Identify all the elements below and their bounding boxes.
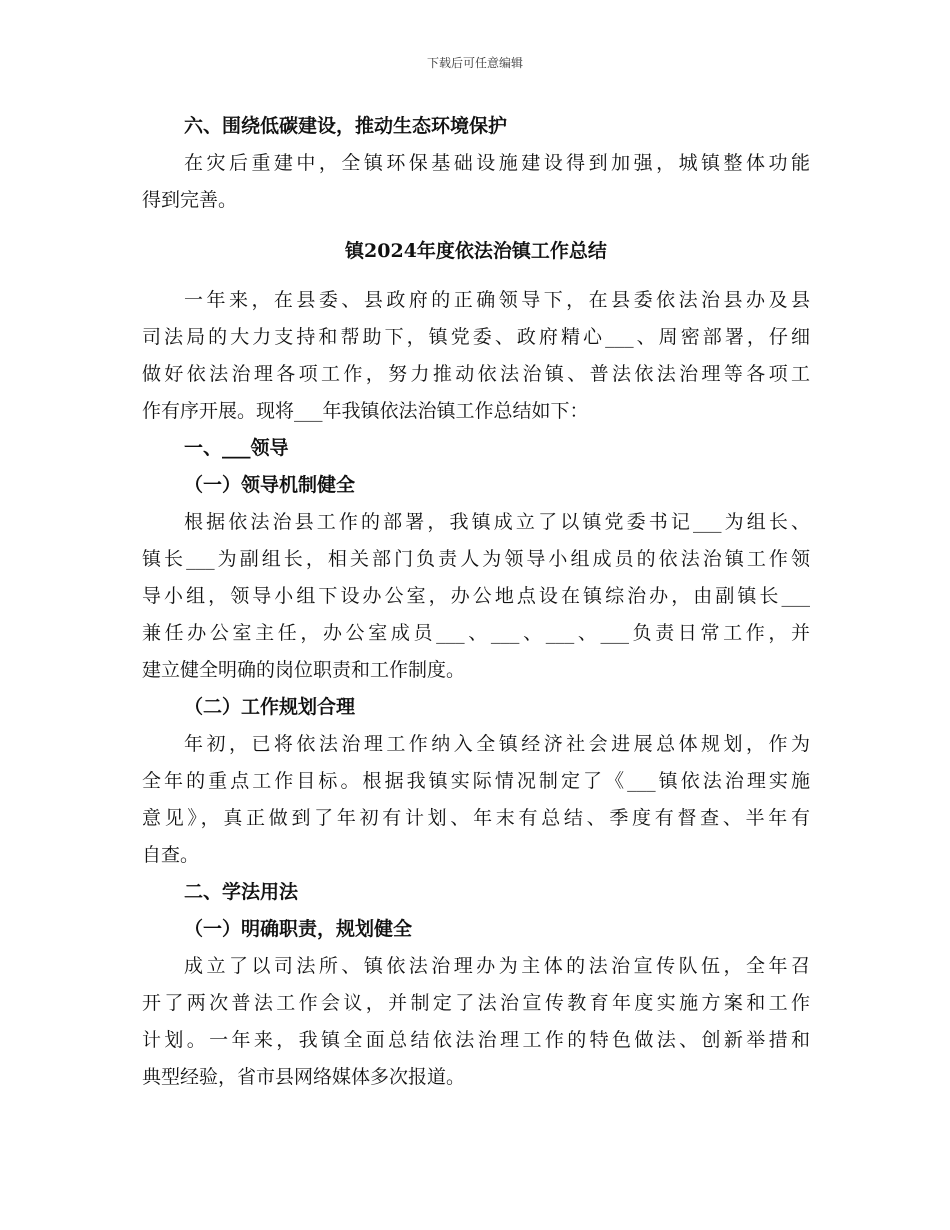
- paragraph-line: 做好依法治理各项工作，努力推动依法治镇、普法依法治理等各项工: [142, 363, 810, 385]
- paragraph-line: 自查。: [142, 844, 200, 866]
- subsection-heading: （一）领导机制健全: [184, 474, 356, 496]
- paragraph-line: 导小组，领导小组下设办公室，办公地点设在镇综治办，由副镇长___: [142, 585, 810, 607]
- paragraph-line: 成立了以司法所、镇依法治理办为主体的法治宣传队伍，全年召: [184, 955, 810, 977]
- paragraph-line: 根据依法治县工作的部署，我镇成立了以镇党委书记___为组长、: [184, 511, 810, 533]
- paragraph-line: 作有序开展。现将___年我镇依法治镇工作总结如下：: [142, 400, 589, 422]
- section-heading: 二、学法用法: [184, 881, 299, 903]
- paragraph-line: 镇长___为副组长，相关部门负责人为领导小组成员的依法治镇工作领: [142, 548, 810, 570]
- document-body: [142, 108, 810, 1096]
- paragraph-line: 开了两次普法工作会议，并制定了法治宣传教育年度实施方案和工作: [142, 992, 810, 1014]
- paragraph-line: 年初，已将依法治理工作纳入全镇经济社会进展总体规划，作为: [184, 733, 810, 755]
- paragraph-line: 计划。一年来，我镇全面总结依法治理工作的特色做法、创新举措和: [142, 1029, 810, 1051]
- subsection-heading: （二）工作规划合理: [184, 696, 356, 718]
- section-heading: 六、围绕低碳建设，推动生态环境保护: [184, 115, 508, 137]
- paragraph-line: 兼任办公室主任，办公室成员___、___、___、___负责日常工作，并: [142, 622, 810, 644]
- paragraph-line: 一年来，在县委、县政府的正确领导下，在县委依法治县办及县: [184, 289, 810, 311]
- paragraph-line: 全年的重点工作目标。根据我镇实际情况制定了《___镇依法治理实施: [142, 770, 810, 792]
- paragraph-line: 意见》，真正做到了年初有计划、年末有总结、季度有督查、半年有: [142, 807, 810, 829]
- document-title: 镇2024年度依法治镇工作总结: [345, 240, 607, 262]
- subsection-heading: （一）明确职责，规划健全: [184, 918, 413, 940]
- section-heading: 一、___领导: [184, 437, 289, 459]
- paragraph-line: 得到完善。: [142, 189, 238, 211]
- paragraph-line: 典型经验，省市县网络媒体多次报道。: [142, 1066, 466, 1088]
- page-header: 下载后可任意编辑: [426, 56, 523, 70]
- paragraph-line: 司法局的大力支持和帮助下，镇党委、政府精心___、周密部署，仔细: [142, 326, 810, 348]
- paragraph-line: 在灾后重建中，全镇环保基础设施建设得到加强，城镇整体功能: [184, 152, 810, 174]
- paragraph-line: 建立健全明确的岗位职责和工作制度。: [142, 659, 466, 681]
